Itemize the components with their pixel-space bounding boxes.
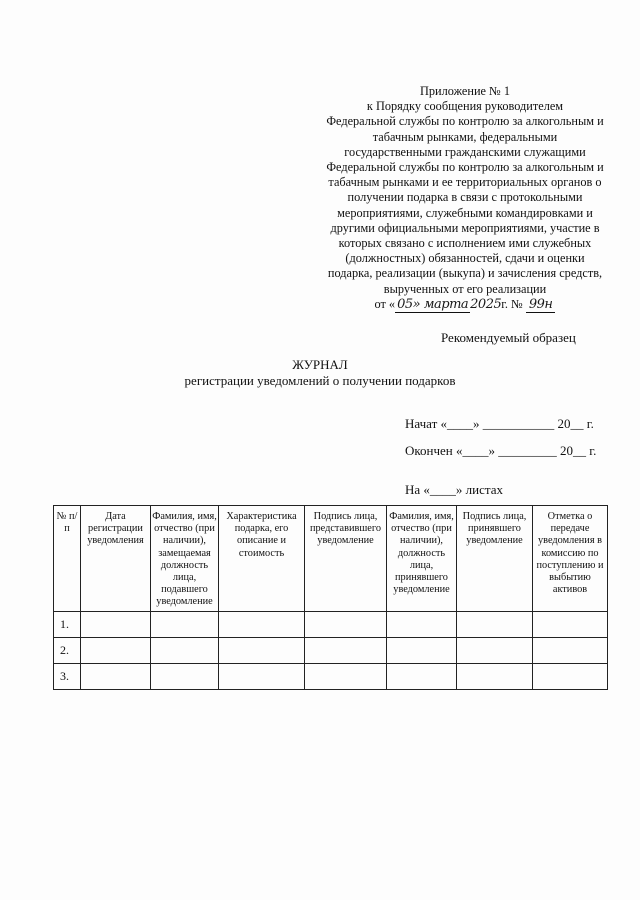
appendix-line: к Порядку сообщения руководителем — [366, 99, 564, 114]
appendix-line: табачным рынками, федеральными — [372, 129, 558, 144]
column-header-receiver-signature: Подпись лица, принявшего уведомление — [457, 506, 533, 612]
table-cell — [305, 637, 387, 663]
column-header-number: № п/п — [54, 506, 81, 612]
order-date-line — [308, 297, 622, 313]
year-suffix: г. № — [501, 296, 523, 311]
table-cell — [219, 663, 305, 689]
table-cell — [457, 663, 533, 689]
table-cell — [305, 611, 387, 637]
finished-line: Окончен «____» _________ 20__ г. — [405, 443, 597, 458]
table-row — [54, 663, 608, 689]
started-line: Начат «____» ___________ 20__ г. — [405, 416, 594, 431]
column-header-registration-date: Дата регистрации уведомления — [81, 506, 151, 612]
table-cell — [387, 611, 457, 637]
journal-table — [53, 505, 608, 690]
table-cell — [151, 637, 219, 663]
handwritten-date: 05» марта — [397, 296, 469, 312]
column-header-commission-mark: Отметка о передаче уведомления в комиссию по поступлению и выбытию активов — [533, 506, 608, 612]
appendix-line: государственными гражданскими служащими — [344, 144, 586, 159]
table-row — [54, 637, 608, 663]
table-row — [54, 611, 608, 637]
appendix-line: Федеральной службы по контролю за алкогольным и — [326, 114, 604, 129]
table-cell — [533, 663, 608, 689]
appendix-line: которых связано с исполнением ими служебных — [338, 236, 592, 251]
column-header-gift-description: Характеристика подарка, его описание и стоимость — [219, 506, 305, 612]
table-cell — [305, 663, 387, 689]
recommended-sample-label: Рекомендуемый образец — [441, 330, 576, 345]
date-prefix: от « — [374, 296, 396, 311]
table-cell — [219, 611, 305, 637]
appendix-line: подарка, реализации (выкупа) и зачисления средств, — [327, 266, 603, 281]
table-cell — [81, 663, 151, 689]
sheets-line: На «____» листах — [405, 482, 503, 497]
table-cell — [457, 637, 533, 663]
appendix-line: другими официальными мероприятиями, участие в — [330, 220, 600, 235]
appendix-header — [308, 84, 622, 313]
table-cell — [533, 637, 608, 663]
table-cell — [151, 663, 219, 689]
table-cell — [81, 637, 151, 663]
handwritten-year: 2025 — [470, 296, 502, 312]
table-cell — [387, 663, 457, 689]
appendix-line: (должностных) обязанностей, сдачи и оценки — [345, 251, 585, 266]
table-cell — [387, 637, 457, 663]
journal-title-sub: регистрации уведомлений о получении подарков — [184, 373, 456, 388]
row-number: 3. — [54, 663, 81, 689]
table-header-row — [54, 506, 608, 612]
column-header-receiver: Фамилия, имя, отчество (при наличии), должность лица, принявшего уведомление — [387, 506, 457, 612]
table-cell — [533, 611, 608, 637]
appendix-line: мероприятиями, служебными командировками и — [337, 205, 593, 220]
handwritten-order-number: 99н — [526, 297, 556, 313]
appendix-line: вырученных от его реализации — [383, 281, 547, 296]
appendix-line: получении подарка в связи с протокольными — [347, 190, 583, 205]
journal-title — [150, 357, 490, 389]
row-number: 1. — [54, 611, 81, 637]
appendix-line: Приложение № 1 — [419, 84, 511, 98]
appendix-line: Федеральной службы по контролю за алкогольным и — [326, 160, 604, 175]
table-cell — [219, 637, 305, 663]
table-cell — [457, 611, 533, 637]
row-number: 2. — [54, 637, 81, 663]
table-cell — [81, 611, 151, 637]
column-header-submitter: Фамилия, имя, отчество (при наличии), замещаемая должность лица, подавшего уведомление — [151, 506, 219, 612]
journal-title-main: ЖУРНАЛ — [292, 357, 348, 372]
table-cell — [151, 611, 219, 637]
column-header-submitter-signature: Подпись лица, представившего уведомление — [305, 506, 387, 612]
appendix-line: табачным рынками и ее территориальных органов о — [328, 175, 602, 190]
